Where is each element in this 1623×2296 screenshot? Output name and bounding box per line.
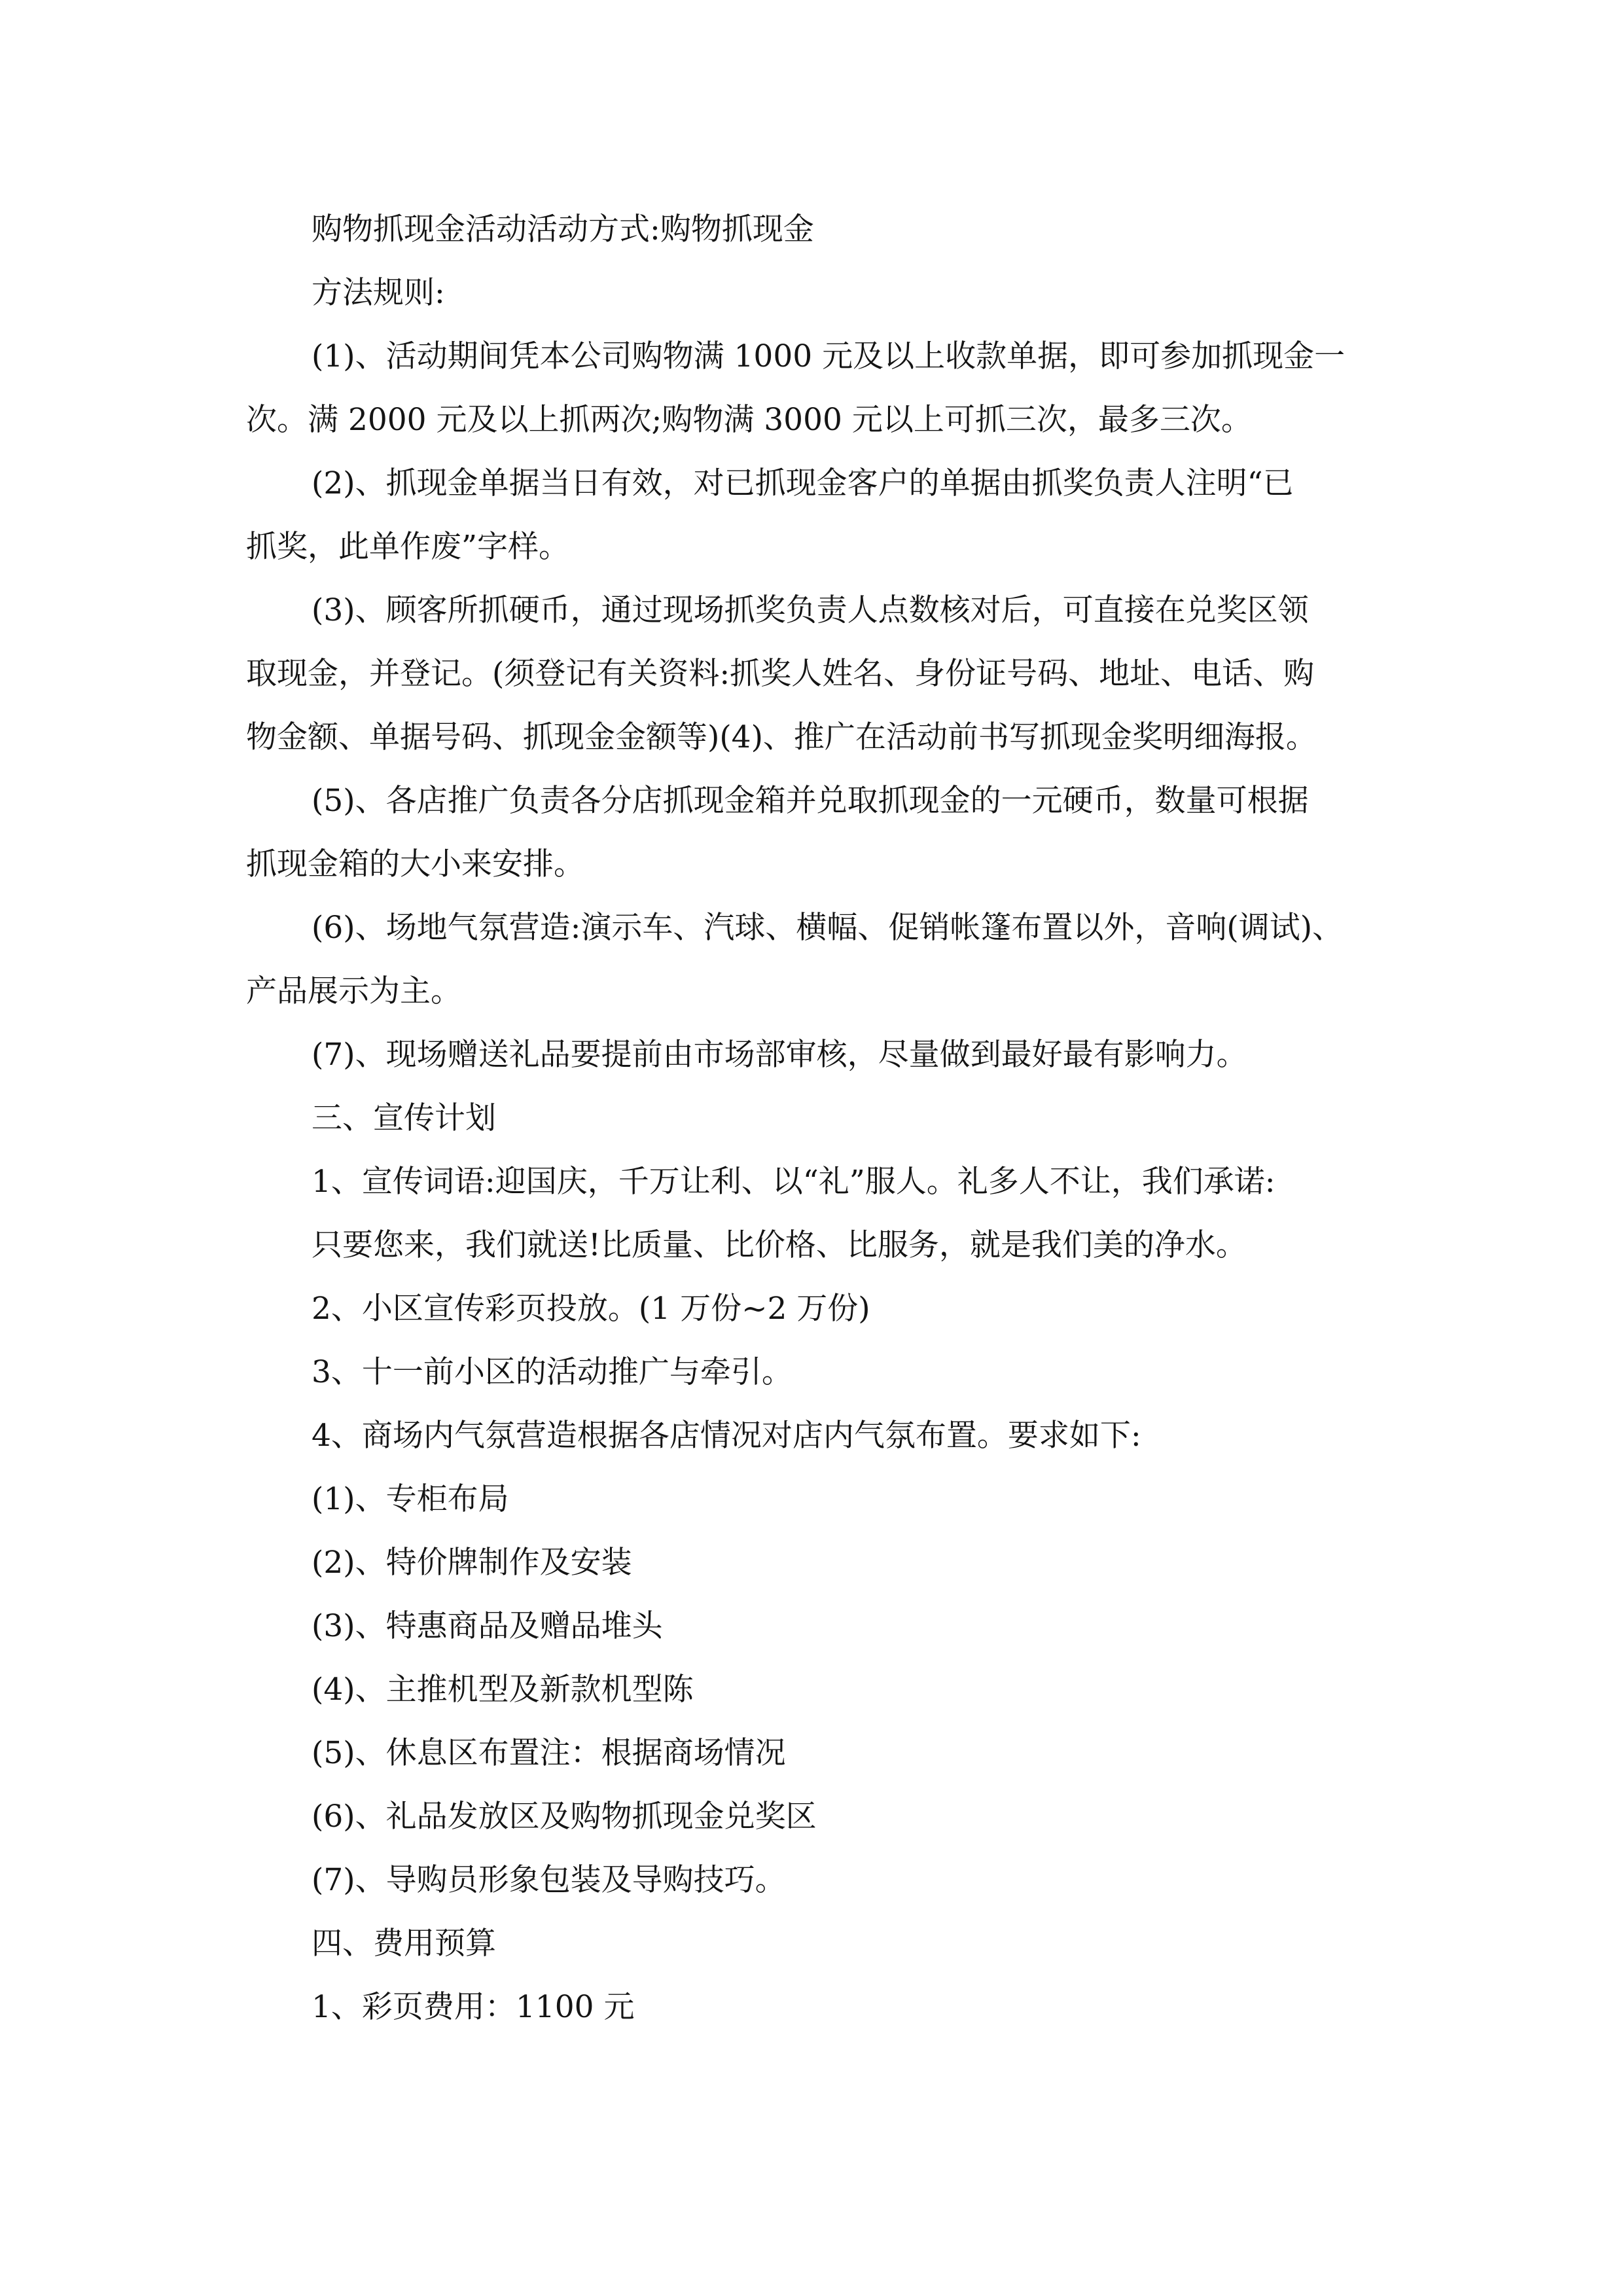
paragraph-line: (7)、现场赠送礼品要提前由市场部审核，尽量做到最好最有影响力。 bbox=[312, 1037, 1247, 1073]
paragraph-line: 1、彩页费用：1100 元 bbox=[312, 1989, 635, 2025]
paragraph-line: 购物抓现金活动活动方式:购物抓现金 bbox=[312, 211, 814, 247]
list-item: (6)、礼品发放区及购物抓现金兑奖区 bbox=[312, 1799, 817, 1835]
list-item: (2)、特价牌制作及安装 bbox=[312, 1545, 632, 1581]
paragraph-line: 物金额、单据号码、抓现金金额等)(4)、推广在活动前书写抓现金奖明细海报。 bbox=[246, 719, 1317, 755]
paragraph-line: 2、小区宣传彩页投放。(1 万份~2 万份) bbox=[312, 1291, 870, 1327]
paragraph-line: (5)、各店推广负责各分店抓现金箱并兑取抓现金的一元硬币，数量可根据 bbox=[312, 783, 1309, 819]
paragraph-line: 方法规则: bbox=[312, 275, 445, 311]
list-item: (3)、特惠商品及赠品堆头 bbox=[312, 1608, 663, 1644]
paragraph-line: 4、商场内气氛营造根据各店情况对店内气氛布置。要求如下: bbox=[312, 1418, 1141, 1454]
paragraph-line: 产品展示为主。 bbox=[246, 973, 461, 1009]
section-heading: 四、费用预算 bbox=[312, 1926, 496, 1962]
paragraph-line: (2)、抓现金单据当日有效，对已抓现金客户的单据由抓奖负责人注明“已 bbox=[312, 465, 1294, 501]
paragraph-line: 取现金，并登记。(须登记有关资料:抓奖人姓名、身份证号码、地址、电话、购 bbox=[246, 656, 1315, 692]
list-item: (4)、主推机型及新款机型陈 bbox=[312, 1672, 694, 1708]
document-body bbox=[246, 198, 1385, 2039]
section-heading: 三、宣传计划 bbox=[312, 1100, 496, 1136]
list-item: (7)、导购员形象包装及导购技巧。 bbox=[312, 1862, 786, 1898]
list-item: (1)、专柜布局 bbox=[312, 1481, 509, 1517]
paragraph-line: 抓奖，此单作废”字样。 bbox=[246, 529, 570, 565]
paragraph-line: 抓现金箱的大小来安排。 bbox=[246, 846, 584, 882]
paragraph-line: 3、十一前小区的活动推广与牵引。 bbox=[312, 1354, 793, 1390]
paragraph-line: (6)、场地气氛营造:演示车、汽球、横幅、促销帐篷布置以外，音响(调试)、 bbox=[312, 910, 1344, 946]
paragraph-line: 1、宣传词语:迎国庆，千万让利、以“礼”服人。礼多人不让，我们承诺: bbox=[312, 1164, 1275, 1200]
paragraph-line: (1)、活动期间凭本公司购物满 1000 元及以上收款单据，即可参加抓现金一 bbox=[312, 338, 1346, 374]
list-item: (5)、休息区布置注：根据商场情况 bbox=[312, 1735, 786, 1771]
paragraph-line: 只要您来，我们就送!比质量、比价格、比服务，就是我们美的净水。 bbox=[312, 1227, 1247, 1263]
paragraph-line: 次。满 2000 元及以上抓两次;购物满 3000 元以上可抓三次，最多三次。 bbox=[246, 402, 1252, 438]
paragraph-line: (3)、顾客所抓硬币，通过现场抓奖负责人点数核对后，可直接在兑奖区领 bbox=[312, 592, 1309, 628]
